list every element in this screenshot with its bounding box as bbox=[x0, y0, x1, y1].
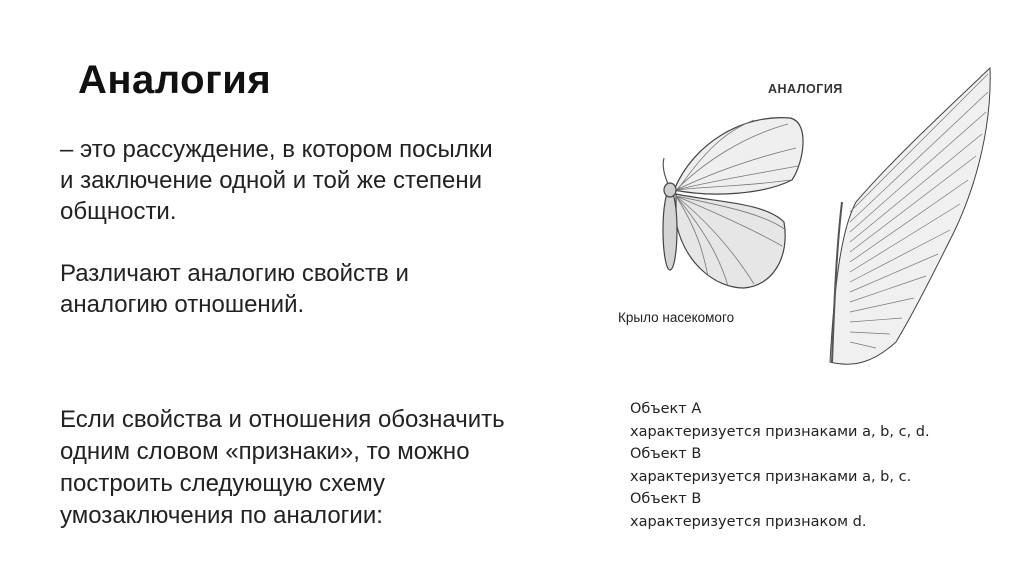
bird-wing-drawing bbox=[830, 68, 990, 364]
scheme-line-3: Объект В bbox=[630, 446, 702, 462]
figure-caption-analogy: АНАЛОГИЯ bbox=[768, 82, 843, 96]
scheme-line-5: Объект В bbox=[630, 491, 702, 507]
scheme-line-4: характеризуется признаками a, b, c. bbox=[630, 468, 912, 485]
scheme-intro-text: Если свойства и отношения обозначить одним словом «признаки», то можно построить следующую схему умозаключения по аналогии: bbox=[60, 406, 505, 529]
insect-wing-drawing bbox=[663, 118, 803, 288]
wing-comparison-illustration bbox=[604, 62, 1014, 372]
scheme-line-1: Объект А bbox=[630, 401, 702, 417]
scheme-line-6: характеризуется признаком d. bbox=[630, 513, 867, 530]
scheme-list bbox=[630, 398, 1010, 533]
analogy-figure bbox=[604, 62, 1014, 372]
slide-title: Аналогия bbox=[78, 58, 272, 102]
figure-caption-insect-wing: Крыло насекомого bbox=[618, 310, 735, 325]
kinds-text: Различают аналогию свойств и аналогию отношений. bbox=[60, 260, 409, 318]
definition-text: – это рассуждение, в котором посылки и заключение одной и той же степени общности. bbox=[60, 136, 493, 225]
scheme-line-2: характеризуется признаками a, b, c, d. bbox=[630, 423, 930, 440]
